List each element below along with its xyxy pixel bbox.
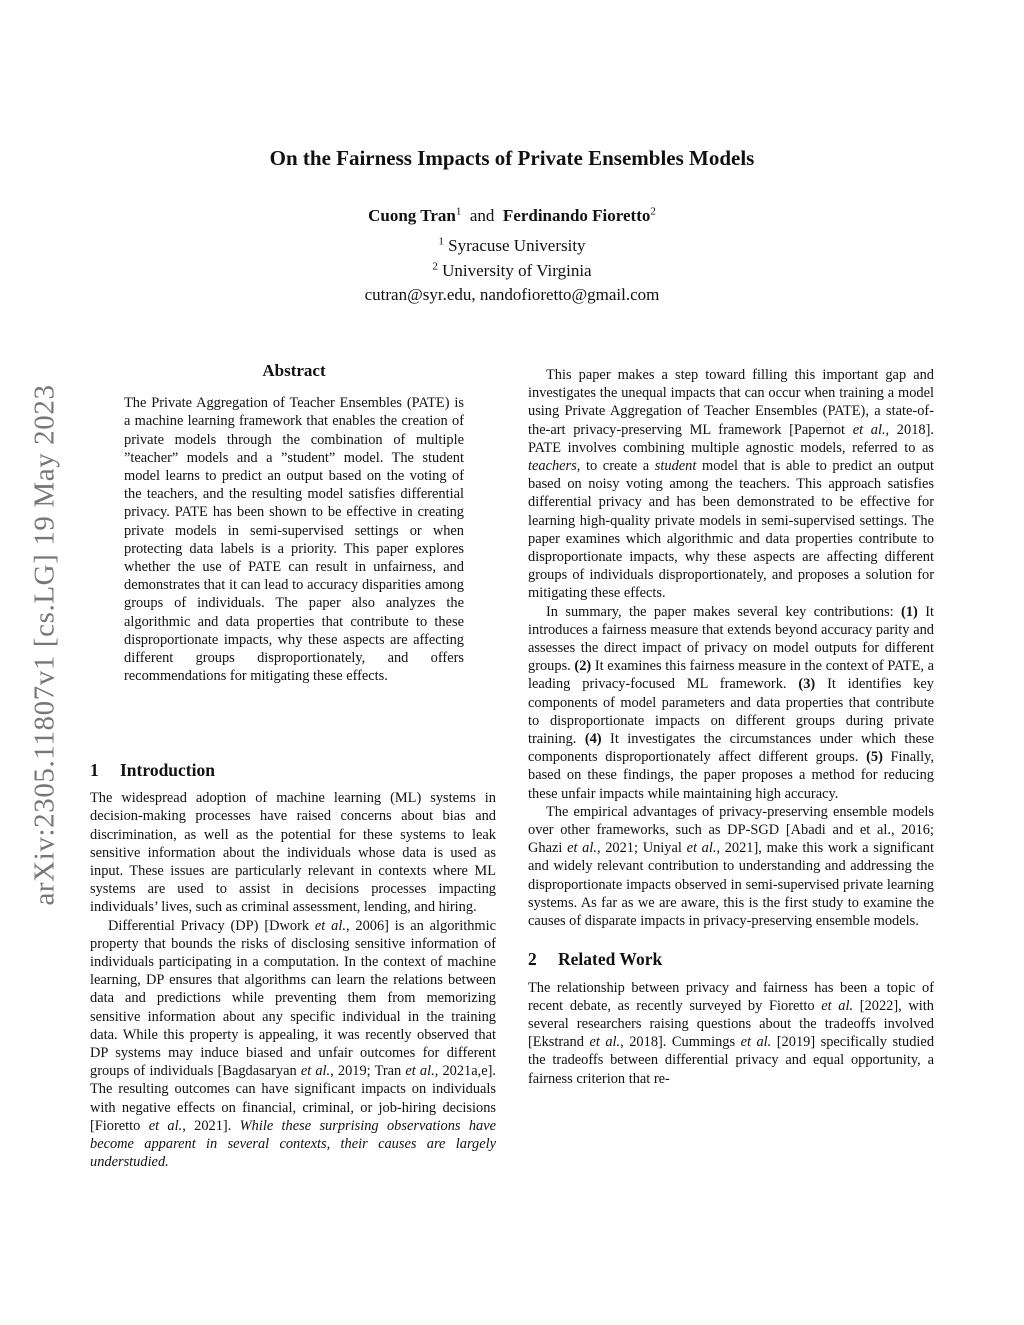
author-1: Cuong Tran — [368, 206, 456, 225]
author-2: Ferdinando Fioretto — [502, 206, 651, 225]
right-column — [528, 366, 934, 1088]
abstract-text: The Private Aggregation of Teacher Ensembles (PATE) is a machine learning framework that enables the creation of private models through the combination of multiple ”teacher” models and a ”student” model. The student model learns to predict an output based on the voting of the teachers, and the resulting model satisfies differential privacy. PATE has been shown to be effective in creating private models in semi-supervised settings or when protecting data labels is a priority. This paper explores whether the use of PATE can result in unfairness, and demonstrates that it can lead to accuracy disparities among groups of individuals. The paper also analyzes the algorithmic and data properties that contribute to these disproportionate impacts, why these aspects are affecting different groups disproportionately, and offers recommendations for mitigating these effects. — [124, 395, 464, 685]
related-paragraph-1: The relationship between privacy and fairness has been a topic of recent debate, as recently surveyed by Fioretto et al. [2022], with several researchers raising questions about the tradeoffs involved [Ekstrand et al., 2018]. Cummings et al. [2019] specifically studied the tradeoffs between differential privacy and equal opportunity, a fairness criterion that re- — [528, 979, 935, 1087]
affiliation-2-text: University of Virginia — [442, 261, 592, 280]
abstract-heading: Abstract — [262, 361, 326, 380]
author-emails: cutran@syr.edu, nandofioretto@gmail.com — [364, 285, 660, 304]
arxiv-identifier-text: arXiv:2305.11807v1 [cs.LG] 19 May 2023 — [28, 384, 61, 906]
introduction-heading — [90, 761, 496, 779]
related-work-heading — [528, 950, 934, 968]
author-1-sup: 1 — [455, 205, 462, 218]
related-work-title: Related Work — [558, 949, 663, 970]
affiliation-2 — [0, 261, 1024, 281]
affiliation-2-sup: 2 — [432, 260, 438, 273]
intro-paragraph-3: This paper makes a step toward filling this important gap and investigates the unequal impacts that can occur when training a model using Private Aggregation of Teacher Ensembles (PATE), a state-of-the-art privacy-preserving ML framework [Papernot et al., 2018]. PATE involves combining multiple agnostic models, referred to as teachers, to create a student model that is able to predict an output based on noisy voting among the teachers. This approach satisfies differential privacy and has been demonstrated to be effective for learning high-quality private models in semi-supervised settings. The paper examines which algorithmic and data properties contribute to disproportionate impacts, why these aspects are affecting different groups of individuals disproportionately, and proposes a solution for mitigating these effects. — [528, 367, 934, 602]
arxiv-identifier — [22, 345, 68, 945]
author-and: and — [469, 206, 495, 225]
affiliation-1-sup: 1 — [438, 235, 444, 248]
paper-title: On the Fairness Impacts of Private Ensembles Models — [269, 146, 755, 170]
author-line — [0, 206, 1024, 226]
affiliation-1-text: Syracuse University — [448, 236, 586, 255]
intro-paragraph-5: The empirical advantages of privacy-preserving ensemble models over other frameworks, such as DP-SGD [Abadi and et al., 2016; Ghazi et al., 2021; Uniyal et al., 2021], make this work a significant and widely relevant contribution to understanding and addressing the disproportionate impacts observed in semi-supervised private learning systems. As far as we are aware, this is the first study to examine the causes of disparate impacts in privacy-preserving ensemble models. — [528, 803, 935, 930]
author-2-sup: 2 — [650, 205, 656, 218]
intro-paragraph-1: The widespread adoption of machine learning (ML) systems in decision-making processes have raised concerns about bias and discrimination, as well as the potential for these systems to leak sensitive information about the individuals whose data is used as input. These issues are particularly relevant in contexts where ML systems are used to assist in decisions processes impacting individuals’ lives, such as criminal assessment, lending, and hiring. — [90, 790, 496, 916]
related-work-number: 2 — [528, 949, 537, 970]
intro-italic-remark: While these surprising observations have become apparent in several contexts, their causes are largely understudied. — [90, 1117, 497, 1171]
introduction-section — [90, 761, 496, 1171]
intro-paragraph-contributions: In summary, the paper makes several key contributions: (1) It introduces a fairness measure that extends beyond accuracy parity and assesses the direct impact of privacy on model outputs for different groups. (2) It examines this fairness measure in the context of PATE, a leading privacy-focused ML framework. (3) It identifies key components of model parameters and data properties that contribute to disproportionate impacts on different groups during private training. (4) It investigates the circumstances under which these components disproportionately affect different groups. (5) Finally, based on these findings, the paper proposes a method for reducing these unfair impacts while maintaining high accuracy. — [528, 603, 935, 802]
introduction-number: 1 — [90, 760, 99, 780]
affiliation-1 — [0, 236, 1024, 256]
intro-paragraph-2: Differential Privacy (DP) [Dwork et al., 2006] is an algorithmic property that bounds the risks of disclosing sensitive information of individuals participating in a computation. In the context of machine learning, DP ensures that algorithms can learn the relations between data and predictions while preventing them from memorizing sensitive information about any specific individual in the training data. While this property is appealing, it was recently observed that DP systems may induce biased and unfair outcomes for different groups of individuals [Bagdasaryan et al., 2019; Tran et al., 2021a,e]. The resulting outcomes can have significant impacts on individuals with negative effects on financial, criminal, or job-hiring decisions [Fioretto et al., 2021]. While these surprising observations have become apparent in several contexts, their causes are largely understudied. — [90, 917, 497, 1171]
abstract-block — [124, 362, 464, 685]
introduction-title: Introduction — [120, 760, 215, 780]
